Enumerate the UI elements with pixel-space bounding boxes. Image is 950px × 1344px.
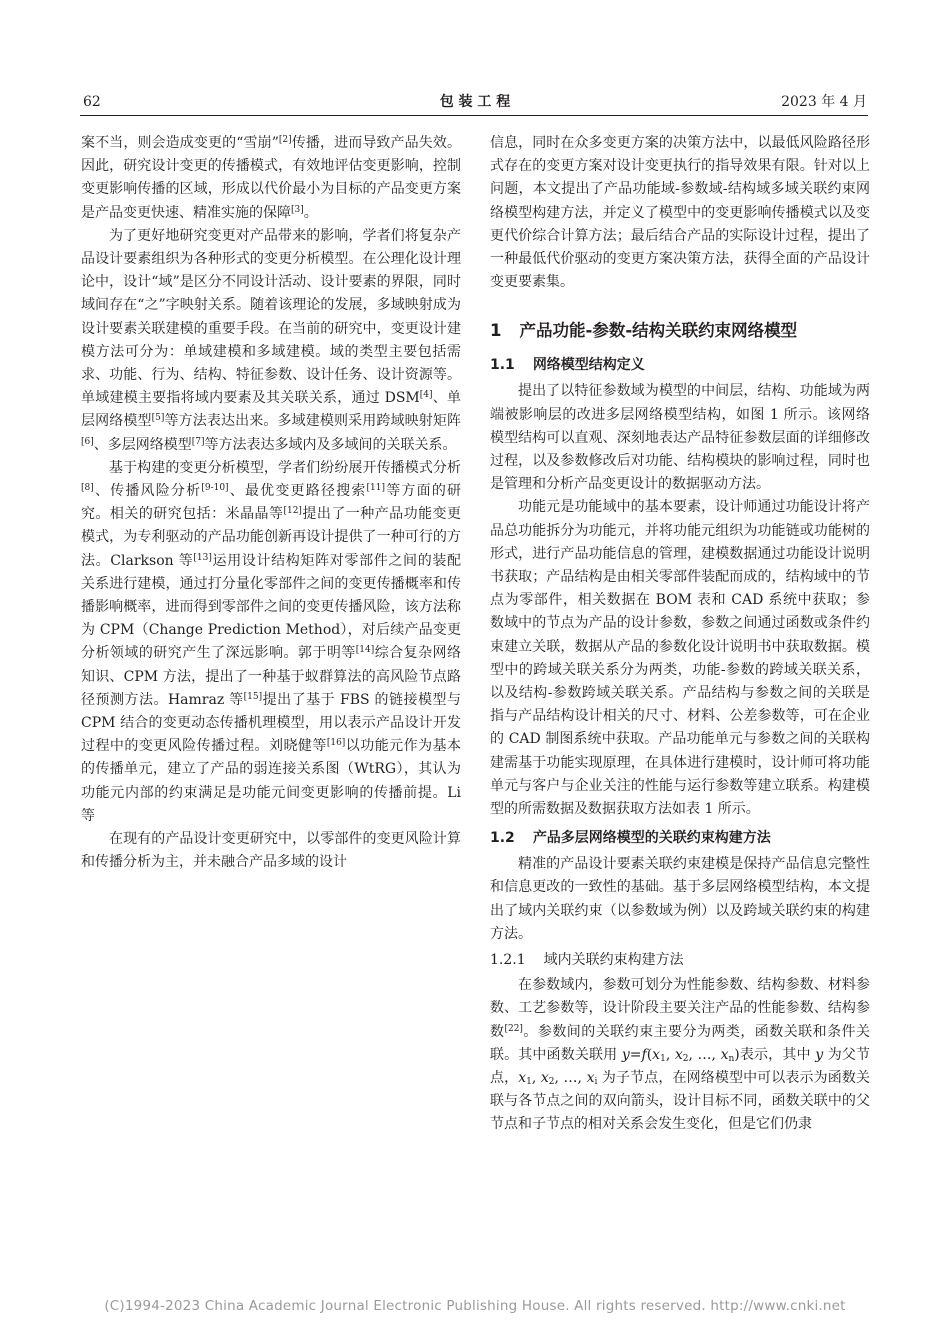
section-heading-1: 1 产品功能-参数-结构关联约束网络模型 [490,321,798,341]
copyright-footer: (C)1994-2023 China Academic Journal Electronic Publishing House. All rights reserved. http://www.cnki.net [104,1298,846,1314]
page-number: 62 [83,94,101,110]
left-column [81,132,461,875]
subsection-heading-1-1: 1.1 网络模型结构定义 [490,357,645,374]
journal-title: 包 装 工 程 [439,94,511,110]
header-rule [80,115,868,116]
paragraph: 精准的产品设计要素关联约束建模是保持产品信息完整性和信息更改的一致性的基础。基于多层网络模型结构，本文提出了域内关联约束（以参数域为例）以及跨域关联约束的构建方法。 [490,856,870,942]
paragraph: 案不当，则会造成变更的“雪崩”[2]传播，进而导致产品失效。因此，研究设计变更的传播模式，有效地评估变更影响，控制变更影响传播的区域，形成以代价最小为目标的产品变更方案是产品变更快速、精准实施的保障[3]。 [81,135,461,221]
paragraph: 功能元是功能域中的基本要素，设计师通过功能设计将产品总功能拆分为功能元，并将功能元组织为功能链或功能树的形式，进行产品功能信息的管理，建模数据通过功能设计说明书获取；产品结构是由相关零部件装配而成的，结构域中的节点为零部件，相关数据在 BOM 表和 CAD 系统中获取；参数域中的节点为产品的设计参数，参数之间通过函数或条件约束建立关联，数据从产品的参数化设计说明书中获取数据。模型中的跨域关联关系分为两类，功能-参数的跨域关联关系，以及结构-参数跨域关联关系。产品结构与参数之间的关联是指与产品结构设计相关的尺寸、材料、公差参数等，可在企业的 CAD 制图系统中获取。产品功能单元与参数之间的关联构建需基于功能实现原理，在具体进行建模时，设计师可将功能单元与客户与企业关注的性能与运行参数等建立联系。构建模型的所需数据及数据获取方法如表 1 所示。 [490,499,870,818]
subsubsection-heading-1-2-1: 1.2.1 域内关联约束构建方法 [490,952,684,969]
issue-date: 2023 年 4 月 [781,94,867,110]
paragraph: 为了更好地研究变更对产品带来的影响，学者们将复杂产品设计要素组织为各种形式的变更分析模型。在公理化设计理论中，设计“域”是区分不同设计活动、设计要素的界限，同时域间存在“之”字映射关系。随着该理论的发展，多域映射成为设计要素关联建模的重要手段。在当前的研究中，变更设计建模方法可分为：单域建模和多域建模。域的类型主要包括需求、功能、行为、结构、特征参数、设计任务、设计资源等。单域建模主要指将域内要素及其关联关系，通过 DSM[4]、单层网络模型[5]等方法表达出来。多域建模则采用跨域映射矩阵[6]、多层网络模型[7]等方法表达多域内及多域间的关联关系。 [81,227,462,453]
subsection-heading-1-2: 1.2 产品多层网络模型的关联约束构建方法 [490,830,771,847]
paragraph: 基于构建的变更分析模型，学者们纷纷展开传播模式分析[8]、传播风险分析[9-10]、最优变更路径搜索[11]等方面的研究。相关的研究包括：米晶晶等[12]提出了一种产品功能变更模式，为专利驱动的产品功能创新再设计提供了一种可行的方法。Clarkson 等[13]运用设计结构矩阵对零部件之间的装配关系进行建模，通过打分量化零部件之间的变更传播概率和传播影响概率，进而得到零部件之间的变更传播风险，该方法称为 CPM（Change Prediction Method），对后续产品变更分析领域的研究产生了深远影响。郭于明等[14]综合复杂网络知识、CPM 方法，提出了一种基于蚁群算法的高风险节点路径预测方法。Hamraz 等[15]提出了基于 FBS 的链接模型与 CPM 结合的变更动态传播机理模型，用以表示产品设计开发过程中的变更风险传播过程。刘晓健等[16]以功能元作为基本的传播单元，建立了产品的弱连接关系图（WtRG），其认为功能元内部的约束满足是功能元间变更影响的传播前提。Li 等 [81,459,462,824]
paragraph: 在参数域内，参数可划分为性能参数、结构参数、材料参数、工艺参数等，设计阶段主要关注产品的性能参数、结构参数[22]。参数间的关联约束主要分为两类，函数关联和条件关联。其中函数关联用 $y=f(x_1$, $x_2$, …, $x_n$)表示，其中 y 为父节点，$x_1$, $x_2$, …, $x_i$ 为子节点，在网络模型中可以表示为函数关联与各节点之间的双向箭头，设计目标不同，函数关联中的父节点和子节点的相对关系会发生变化，但是它们仍隶 [490,977,871,1133]
right-column [490,132,870,1137]
paragraph: 信息，同时在众多变更方案的决策方法中，以最低风险路径形式存在的变更方案对设计变更执行的指导效果有限。针对以上问题，本文提出了产品功能域-参数域-结构域多域关联约束网络模型构建方法，并定义了模型中的变更影响传播模式以及变更代价综合计算方法；最后结合产品的实际设计过程，提出了一种最低代价驱动的变更方案决策方法，获得全面的产品设计变更要素集。 [490,135,870,291]
paragraph: 提出了以特征参数域为模型的中间层，结构、功能域为两端被影响层的改进多层网络模型结构，如图 1 所示。该网络模型结构可以直观、深刻地表达产品特征参数层面的详细修改过程，以及参数修改后对功能、结构模块的影响过程，同时也是管理和分析产品变更设计的数据驱动方法。 [490,383,870,493]
paragraph: 在现有的产品设计变更研究中，以零部件的变更风险计算和传播分析为主，并未融合产品多域的设计 [81,831,461,871]
